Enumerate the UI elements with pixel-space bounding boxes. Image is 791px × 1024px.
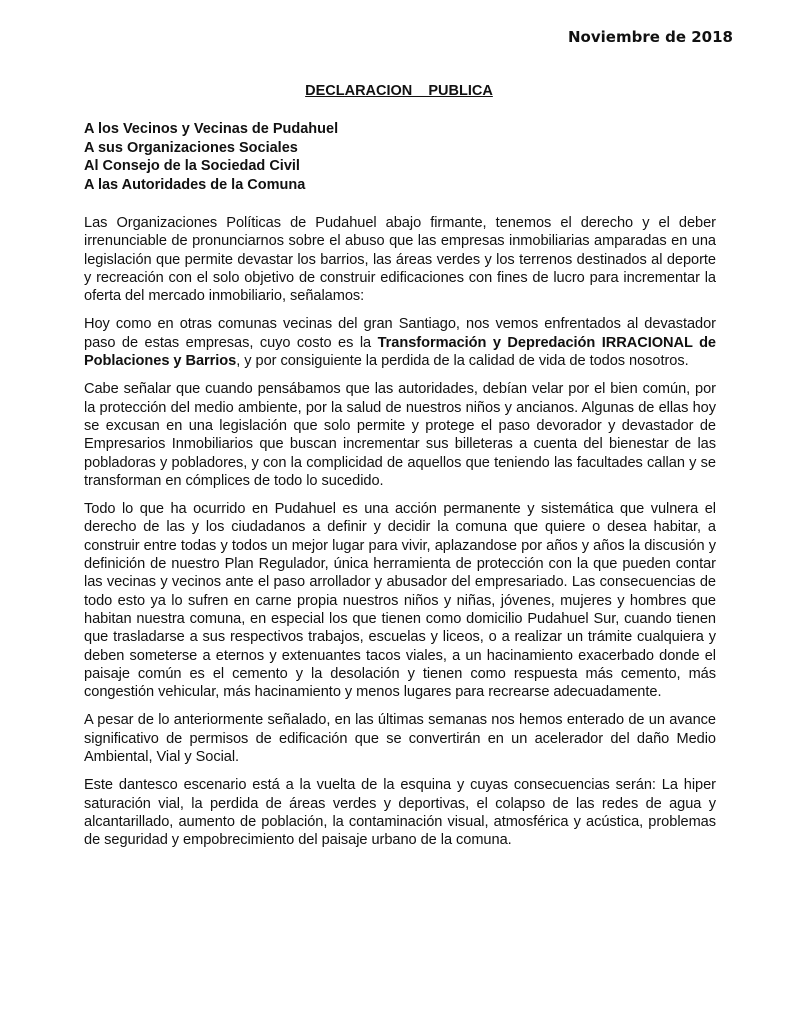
paragraph-text: Hoy como en otras comunas vecinas del gran Santiago, nos vemos enfrentados al devastador paso de estas empresas, cuyo costo es la [84,316,716,351]
document-date: Noviembre de 2018 [568,28,733,46]
addressee-line: A las Autoridades de la Comuna [84,176,306,193]
body-paragraph [84,315,716,370]
body-paragraph: Las Organizaciones Políticas de Pudahuel abajo firmante, tenemos el derecho y el deber irrenunciable de pronunciarnos sobre el abuso que las empresas inmobiliarias amparadas en una legislación que permite devastar los barrios, las áreas verdes y los terrenos destinados al deporte y recreación con el solo objetivo de construir edificaciones con fines de lucro para incrementar la oferta del mercado inmobiliario, señalamos: [84,215,716,305]
paragraph-text: , y por consiguiente la perdida de la calidad de vida de todos nosotros. [236,353,689,370]
addressee-line: A los Vecinos y Vecinas de Pudahuel [84,121,339,137]
document-title: DECLARACION PUBLICA [305,83,493,99]
addressee-line: Al Consejo de la Sociedad Civil [84,158,300,174]
body-paragraph: Cabe señalar que cuando pensábamos que las autoridades, debían velar por el bien común, por la protección del medio ambiente, por la salud de nuestros niños y ancianos. Algunas de ellas hoy se excusan en una legislación que solo permite y protege el paso devorador y devastador de Empresarios Inmobiliarios que buscan incrementar sus billeteras a cuenta del bienestar de las pobladoras y pobladores, y con la complicidad de aquellos que teniendo las facultades callan y se transforman en cómplices de todo lo sucedido. [84,381,716,489]
addressee-list [84,120,338,194]
document-body [84,214,716,860]
bold-emphasis: Transformación y Depredación IRRACIONAL de Poblaciones y Barrios [84,334,716,370]
body-paragraph: Todo lo que ha ocurrido en Pudahuel es una acción permanente y sistemática que vulnera el derecho de las y los ciudadanos a definir y decidir la comuna que quiere o desea habitar, a construir entre todas y todos un mejor lugar para vivir, aplazandose por años y años la discusión y definición de nuestro Plan Regulador, única herramienta de protección con la que pueden contar las vecinas y vecinos ante el paso arrollador y abusador del empresariado. Las consecuencias de todo esto ya lo sufren en carne propia nuestros niños y niñas, jóvenes, mujeres y hombres que habitan nuestra comuna, en especial los que tienen como domicilio Pudahuel Sur, cuando tienen que trasladarse a sus respectivos trabajos, escuelas y liceos, o a realizar un trámite cualquiera y deben someterse a eternos y extenuantes tacos viales, a un hacinamiento exacerbado donde el paisaje común es el cemento y la desolación y tienen como respuesta más cemento, más congestión vehicular, más hacinamiento y menos lugares para recrearse adecuadamente. [84,501,716,701]
addressee-line: A sus Organizaciones Sociales [84,139,298,156]
body-paragraph: Este dantesco escenario está a la vuelta de la esquina y cuyas consecuencias serán: La hiper saturación vial, la perdida de áreas verdes y deportivas, el colapso de las redes de agua y alcantarillado, aumento de población, la contaminación visual, atmosférica y acústica, problemas de seguridad y empobrecimiento del paisaje urbano de la comuna. [84,777,716,849]
body-paragraph: A pesar de lo anteriormente señalado, en las últimas semanas nos hemos enterado de un avance significativo de permisos de edificación que se convertirán en un acelerador del daño Medio Ambiental, Vial y Social. [84,712,716,766]
